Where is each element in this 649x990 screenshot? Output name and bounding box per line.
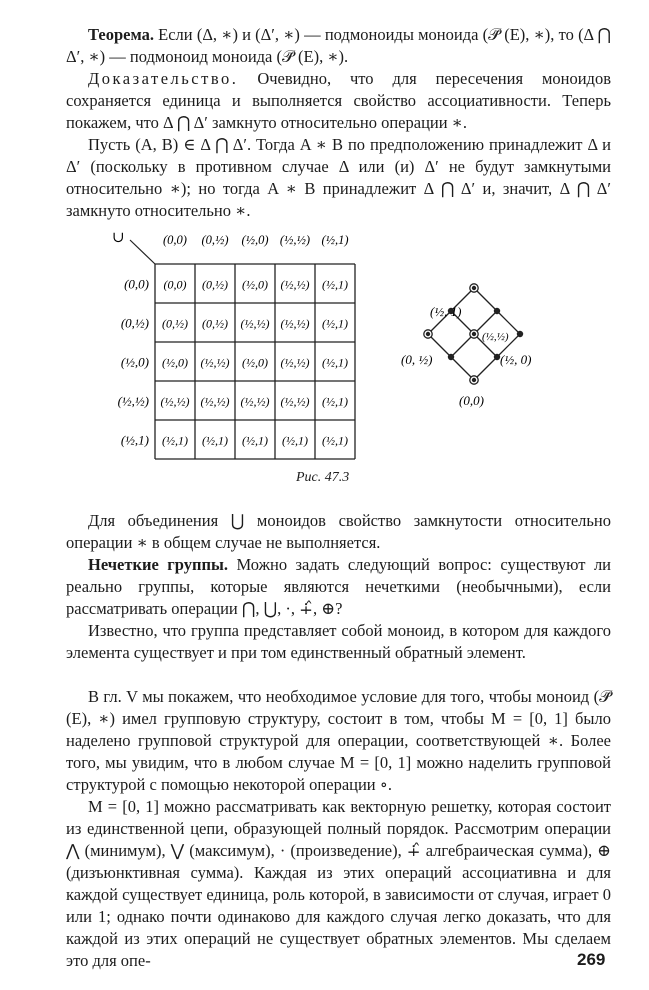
chapter-v-paragraph: В гл. V мы покажем, что необходимое условие для того, чтобы моноид (𝒫̃ (E), ∗) имел групповую структуру, состоит в том, чтобы M = [0, 1] было наделено групповой структурой для операции, соответствующей ∗. Более того, мы увидим, что в любом случае M = [0, 1] можно наделить групповой структурой с помощью некоторой операции ∘. [66, 687, 611, 794]
row-header: (½,1) [120, 432, 149, 448]
table-cell: (½,0) [162, 355, 188, 370]
lattice-edge [474, 288, 497, 311]
table-cell: (½,1) [322, 394, 348, 409]
table-cell: (½,1) [322, 355, 348, 370]
figure-caption: Рис. 47.3 [296, 470, 350, 485]
page-number: 269 [577, 950, 606, 969]
union-table [112, 230, 355, 459]
table-cell: (½,½) [200, 355, 230, 370]
lattice-node-center [472, 378, 476, 382]
table-cell: (½,0) [242, 355, 268, 370]
theorem-paragraph [66, 24, 611, 68]
table-cell: (½,½) [160, 394, 190, 409]
table-cell: (½,½) [280, 316, 310, 331]
table-cell: (½,1) [162, 433, 188, 448]
row-header: (0,½) [120, 315, 149, 331]
table-cell: (½,½) [240, 394, 270, 409]
proof-paragraph [66, 68, 611, 134]
table-cell: (0,½) [202, 277, 228, 292]
proof-label: Доказательство. [88, 69, 239, 88]
union-paragraph: Для объединения ⋃ моноидов свойство замкнутости относительно операции ∗ в общем случае не выполняется. [66, 511, 611, 552]
lattice-diagram [401, 284, 531, 408]
lattice-node-solid [517, 331, 523, 337]
table-cell: (½,1) [322, 316, 348, 331]
column-header: (½,1) [321, 233, 349, 247]
lattice-label-top: (½, 1) [430, 304, 462, 319]
column-header: (½,½) [279, 233, 311, 247]
theorem-label: Теорема. [88, 25, 154, 44]
table-cell: (½,1) [202, 433, 228, 448]
fuzzy-groups-paragraph [66, 554, 611, 620]
lattice-node-solid [448, 354, 454, 360]
table-cell: (0,0) [163, 277, 187, 292]
row-header: (0,0) [124, 276, 149, 292]
table-operator-symbol: ∪ [112, 230, 125, 246]
figure-47-3 [100, 222, 570, 492]
vector-lattice-paragraph: M = [0, 1] можно рассматривать как векторную решетку, которая состоит из единственной цепи, образующей полный порядок. Рассмотрим операции ⋀ (минимум), ⋁ (максимум), · (произведение), ∔̂ алгебраическая сумма), ⊕ (дизъюнктивная сумма). Каждая из этих операций ассоциативна и для каждой существует единица, роль которой, в зависимости от случая, играет 0 или 1; однако почти одинаково для каждого случая легко доказать, что для каждой из этих операций не существует обратных элементов. Мы сделаем это для опе- [66, 797, 611, 970]
column-header: (½,0) [241, 233, 269, 247]
table-cell: (½,½) [280, 355, 310, 370]
row-header: (½,½) [117, 393, 149, 409]
lattice-label-bottom: (0,0) [459, 393, 484, 408]
table-cell: (½,½) [200, 394, 230, 409]
lattice-edge [474, 357, 497, 380]
table-cell: (½,1) [322, 277, 348, 292]
table-cell: (½,0) [242, 277, 268, 292]
column-header: (0,0) [163, 233, 187, 247]
lattice-label-left: (0, ½) [401, 352, 433, 367]
lattice-edge [451, 357, 474, 380]
lattice-edge [451, 334, 474, 357]
proof-continuation: Пусть (A, B) ∈ Δ ⋂ Δ′. Тогда A ∗ B по предположению принадлежит Δ и Δ′ (поскольку в противном случае Δ или (и) Δ′ не будут замкнутыми относительно ∗); но тогда A ∗ B принадлежит Δ ⋂ Δ′ и, значит, Δ ⋂ Δ′ замкнуто относительно ∗. [66, 135, 611, 220]
table-cell: (½,½) [240, 316, 270, 331]
table-cell: (½,½) [280, 394, 310, 409]
table-cell: (½,½) [280, 277, 310, 292]
table-cell: (½,1) [322, 433, 348, 448]
table-cell: (0,½) [162, 316, 188, 331]
theorem-text: Если (Δ, ∗) и (Δ′, ∗) — подмоноиды моноида (𝒫̃ (E), ∗), то (Δ ⋂ Δ′, ∗) — подмоноид моноида (𝒫̃ (E), ∗). [66, 25, 611, 66]
lattice-node-center [472, 286, 476, 290]
column-header: (0,½) [201, 233, 229, 247]
table-cell: (½,1) [242, 433, 268, 448]
lattice-node-solid [494, 308, 500, 314]
table-cell: (0,½) [202, 316, 228, 331]
row-header: (½,0) [120, 354, 149, 370]
lattice-label-right: (½, 0) [500, 352, 532, 367]
group-definition-paragraph: Известно, что группа представляет собой моноид, в котором для каждого элемента существует и при том единственный обратный элемент. [66, 621, 611, 662]
proof-text: Очевидно, что для пересечения моноидов сохраняется единица и выполняется свойство ассоциативности. Теперь покажем, что Δ ⋂ Δ′ замкнуто относительно операции ∗. [66, 69, 611, 132]
fuzzy-groups-text: Можно задать следующий вопрос: существуют ли реально группы, которые являются нечеткими (необычными), если рассматривать операции ⋂, ⋃, ·, ∔̂, ⊕? [66, 555, 612, 618]
table-cell: (½,1) [282, 433, 308, 448]
lattice-node-center [472, 332, 476, 336]
table-corner-line [130, 240, 155, 264]
lattice-node-center [426, 332, 430, 336]
fuzzy-groups-heading: Нечеткие группы. [88, 555, 229, 574]
lattice-label-middle: (½,½) [482, 331, 509, 343]
